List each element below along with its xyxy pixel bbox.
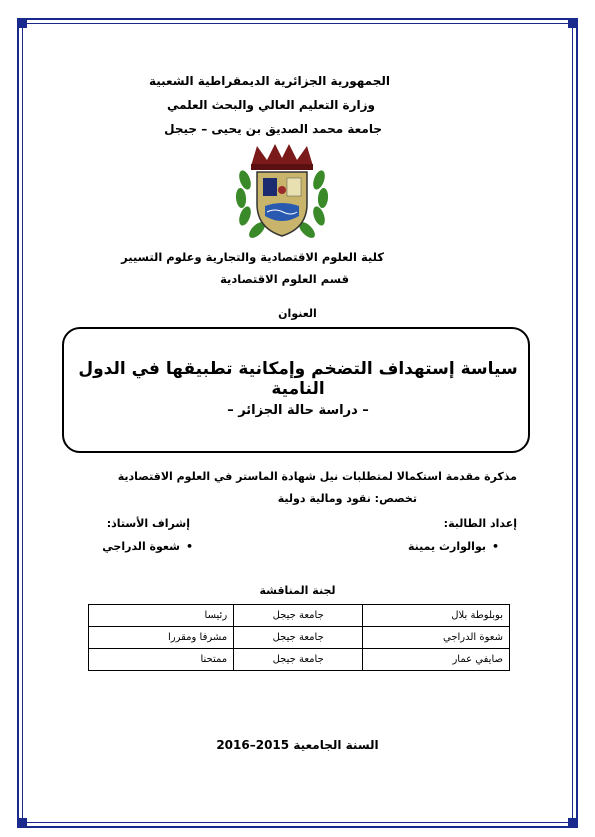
jury-title: لجنة المناقشة (259, 584, 336, 597)
academic-year: السنة الجامعية 2015–2016 (216, 738, 379, 752)
jury-member-name: بوبلوطة بلال (363, 605, 510, 627)
supervisor-label: إشراف الأستاذ: (106, 517, 190, 530)
republic-name: الجمهورية الجزائرية الديمقراطية الشعبية (148, 74, 390, 88)
jury-table (88, 604, 510, 671)
jury-member-university: جامعة جيجل (234, 649, 363, 671)
corner-ornament (17, 818, 27, 828)
jury-member-university: جامعة جيجل (234, 605, 363, 627)
corner-ornament (17, 18, 27, 28)
jury-member-role: رئيسا (89, 605, 234, 627)
ministry-name: وزارة التعليم العالي والبحث العلمي (166, 98, 375, 112)
title-label: العنوان (278, 307, 317, 320)
jury-member-name: صايفي عمار (363, 649, 510, 671)
university-name: جامعة محمد الصديق بن يحيى – جيجل (164, 122, 382, 136)
thesis-subtitle: – دراسة حالة الجزائر – (227, 403, 369, 418)
jury-member-name: شعوة الدراجي (363, 627, 510, 649)
table-row (89, 605, 510, 627)
jury-member-role: مشرفا ومقررا (89, 627, 234, 649)
supervisor-name: • شعوة الدراجي (102, 540, 193, 553)
title-box (62, 327, 530, 453)
student-name: • بوالوارث يمينة (408, 540, 499, 553)
specialty: تخصص: نقود ومالية دولية (277, 492, 417, 505)
memo-purpose: مذكرة مقدمة استكمالا لمتطلبات نيل شهادة الماستر في العلوم الاقتصادية (117, 470, 517, 483)
department-name: قسم العلوم الاقتصادية (220, 272, 349, 286)
table-row (89, 649, 510, 671)
table-row (89, 627, 510, 649)
jury-member-role: ممتحنا (89, 649, 234, 671)
faculty-name: كلية العلوم الاقتصادية والتجارية وعلوم التسيير (121, 250, 384, 264)
jury-member-university: جامعة جيجل (234, 627, 363, 649)
prepared-by-label: إعداد الطالبة: (443, 517, 517, 530)
corner-ornament (568, 18, 578, 28)
thesis-title: سياسة إستهداف التضخم وإمكانية تطبيقها في الدول النامية (78, 359, 518, 399)
university-emblem-icon (233, 140, 331, 242)
corner-ornament (568, 818, 578, 828)
